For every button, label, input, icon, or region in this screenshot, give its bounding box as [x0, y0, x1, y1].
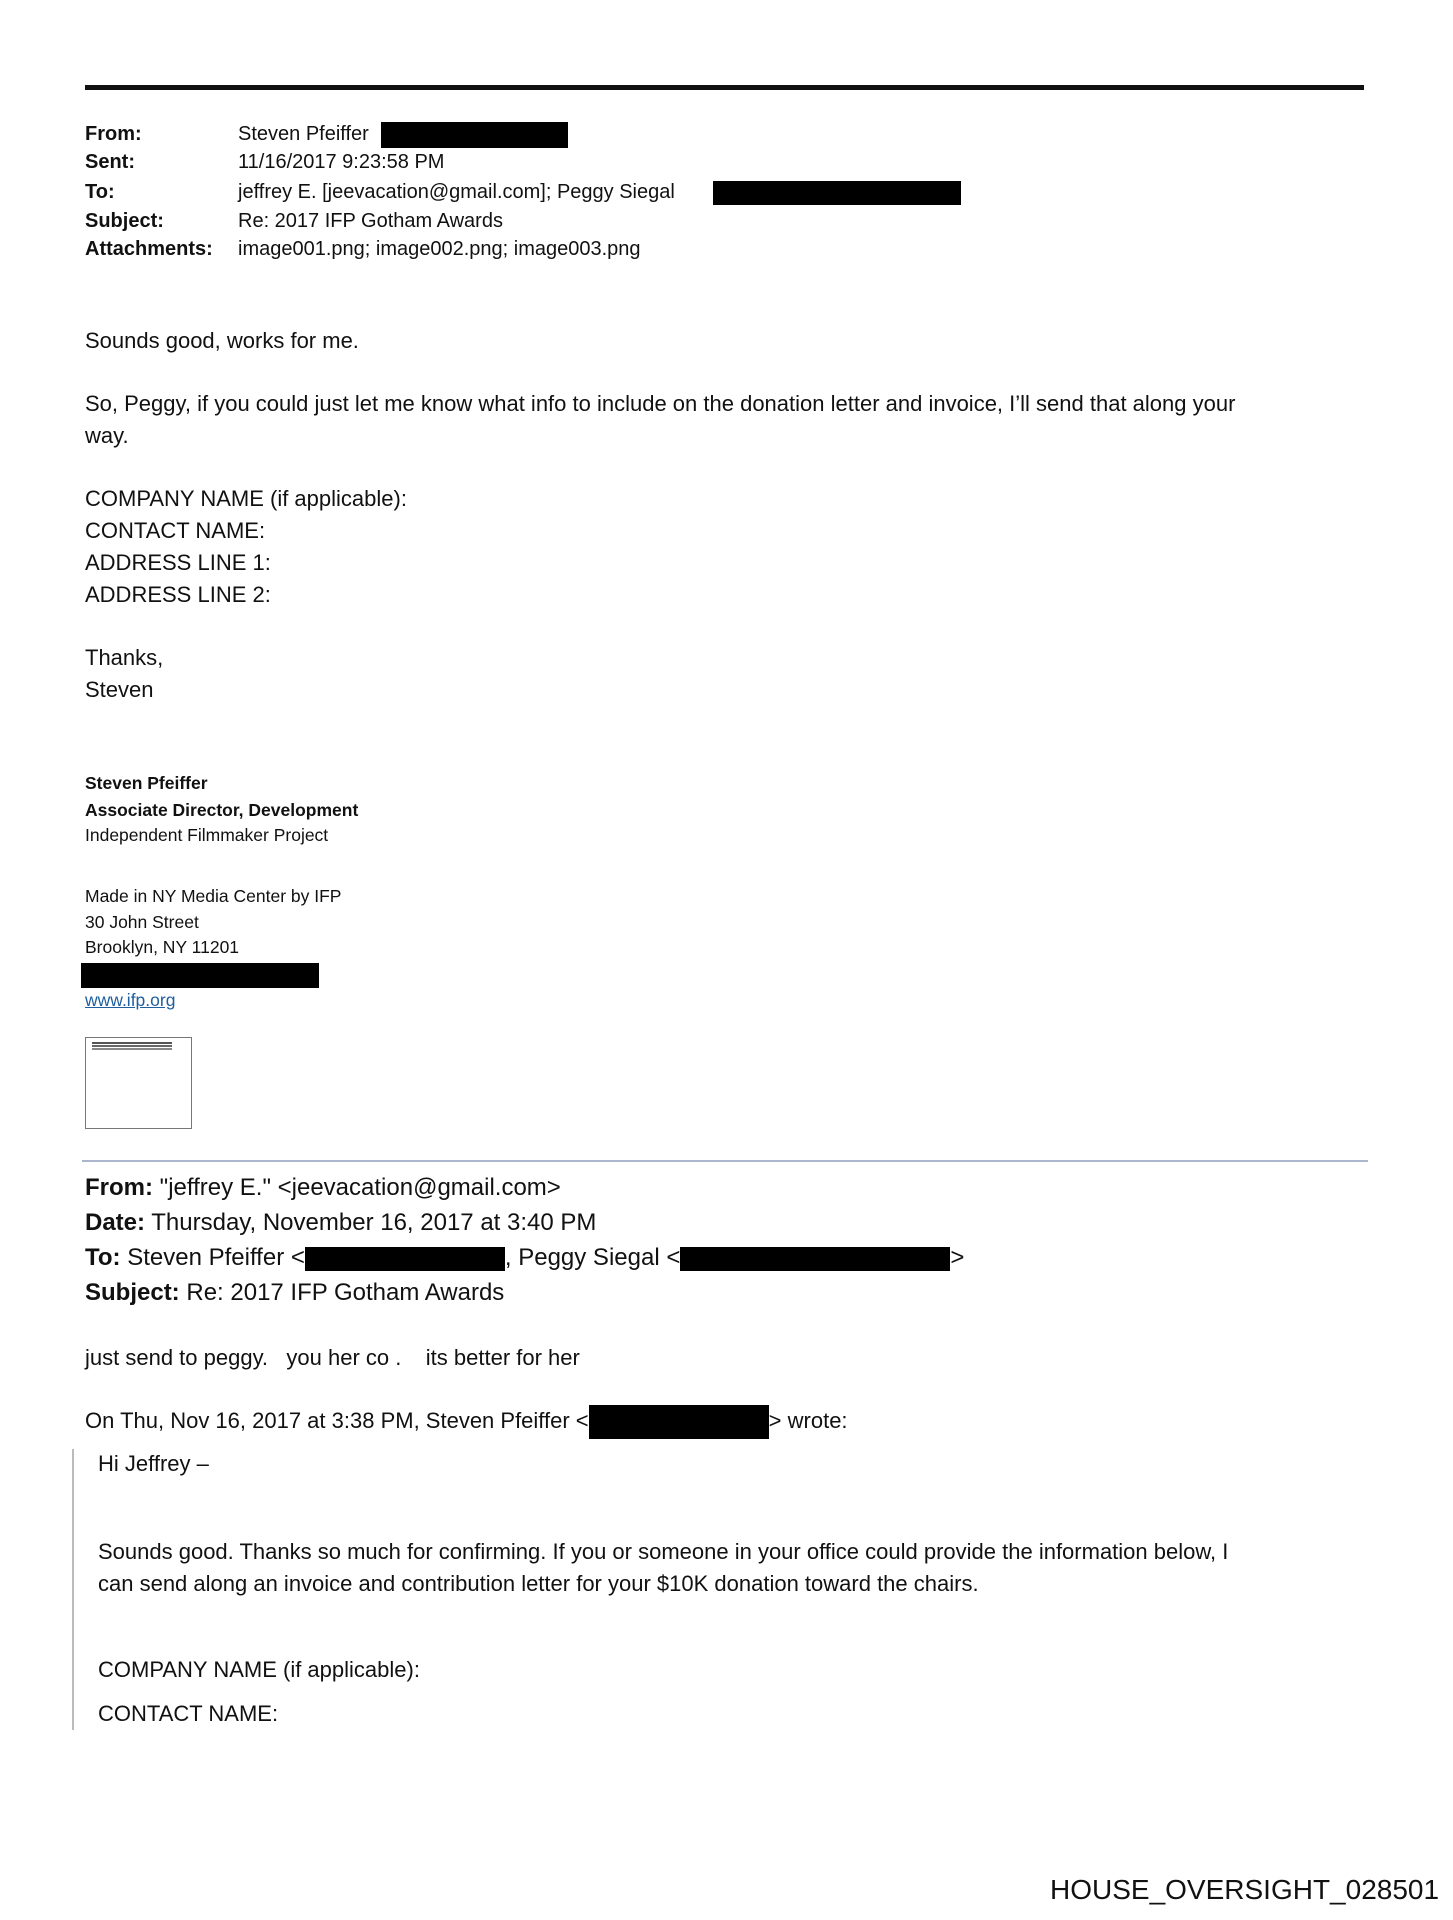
quote-attribution: On Thu, Nov 16, 2017 at 3:38 PM, Steven Pfeiffer < > wrote: [85, 1405, 848, 1439]
sender-name: Steven [85, 677, 154, 702]
signature-address: Brooklyn, NY 11201 [85, 937, 240, 957]
attachments-value: image001.png; image002.png; image003.png [238, 238, 641, 260]
website-link[interactable]: www.ifp.org [85, 990, 176, 1010]
redaction [81, 963, 319, 988]
redaction [305, 1247, 505, 1271]
subject-value: Re: 2017 IFP Gotham Awards [238, 210, 503, 232]
quote-greeting: Hi Jeffrey – [98, 1451, 209, 1476]
image-placeholder [85, 1037, 192, 1129]
body-line: So, Peggy, if you could just let me know what info to include on the donation letter and invoice, I’ll send that along your [85, 391, 1236, 416]
to-value: jeffrey E. [jeevacation@gmail.com]; Peggy Siegal [238, 181, 675, 203]
quote-field: CONTACT NAME: [98, 1701, 279, 1726]
reply-subject: Subject: Re: 2017 IFP Gotham Awards [85, 1279, 505, 1306]
bates-number: HOUSE_OVERSIGHT_028501 [1050, 1874, 1440, 1905]
redaction [381, 122, 568, 148]
sent-value: 11/16/2017 9:23:58 PM [238, 151, 445, 173]
from-value: Steven Pfeiffer [238, 123, 369, 145]
body-line: Sounds good, works for me. [85, 328, 359, 353]
body-line: way. [85, 423, 129, 448]
attachments-label: Attachments: [85, 238, 213, 260]
field-address2: ADDRESS LINE 2: [85, 582, 271, 607]
redaction [713, 181, 961, 205]
quote-line: can send along an invoice and contribution letter for your $10K donation toward the chairs. [98, 1571, 979, 1596]
redaction [589, 1405, 769, 1439]
separator [82, 1160, 1368, 1162]
reply-message: just send to peggy. you her co . its better for her [85, 1345, 580, 1370]
reply-date: Date: Thursday, November 16, 2017 at 3:40 PM [85, 1209, 597, 1236]
top-rule [85, 85, 1364, 90]
signature-name: Steven Pfeiffer [85, 773, 208, 793]
field-address1: ADDRESS LINE 1: [85, 550, 271, 575]
signature-title: Associate Director, Development [85, 800, 359, 820]
sent-label: Sent: [85, 151, 135, 173]
quote-field: COMPANY NAME (if applicable): [98, 1657, 420, 1682]
signature-address: Made in NY Media Center by IFP [85, 886, 342, 906]
field-contact: CONTACT NAME: [85, 518, 266, 543]
reply-from: From: "jeffrey E." <jeevacation@gmail.com> [85, 1174, 561, 1201]
subject-label: Subject: [85, 210, 164, 232]
signature-org: Independent Filmmaker Project [85, 825, 329, 845]
quote-line: Sounds good. Thanks so much for confirming. If you or someone in your office could provide the information below, I [98, 1539, 1229, 1564]
from-label: From: [85, 123, 142, 145]
reply-to: To: Steven Pfeiffer < , Peggy Siegal < > [85, 1244, 965, 1271]
redaction [680, 1247, 950, 1271]
signature-address: 30 John Street [85, 912, 199, 932]
quote-bar [72, 1449, 74, 1730]
field-company: COMPANY NAME (if applicable): [85, 486, 407, 511]
to-label: To: [85, 181, 115, 203]
closing: Thanks, [85, 645, 164, 670]
